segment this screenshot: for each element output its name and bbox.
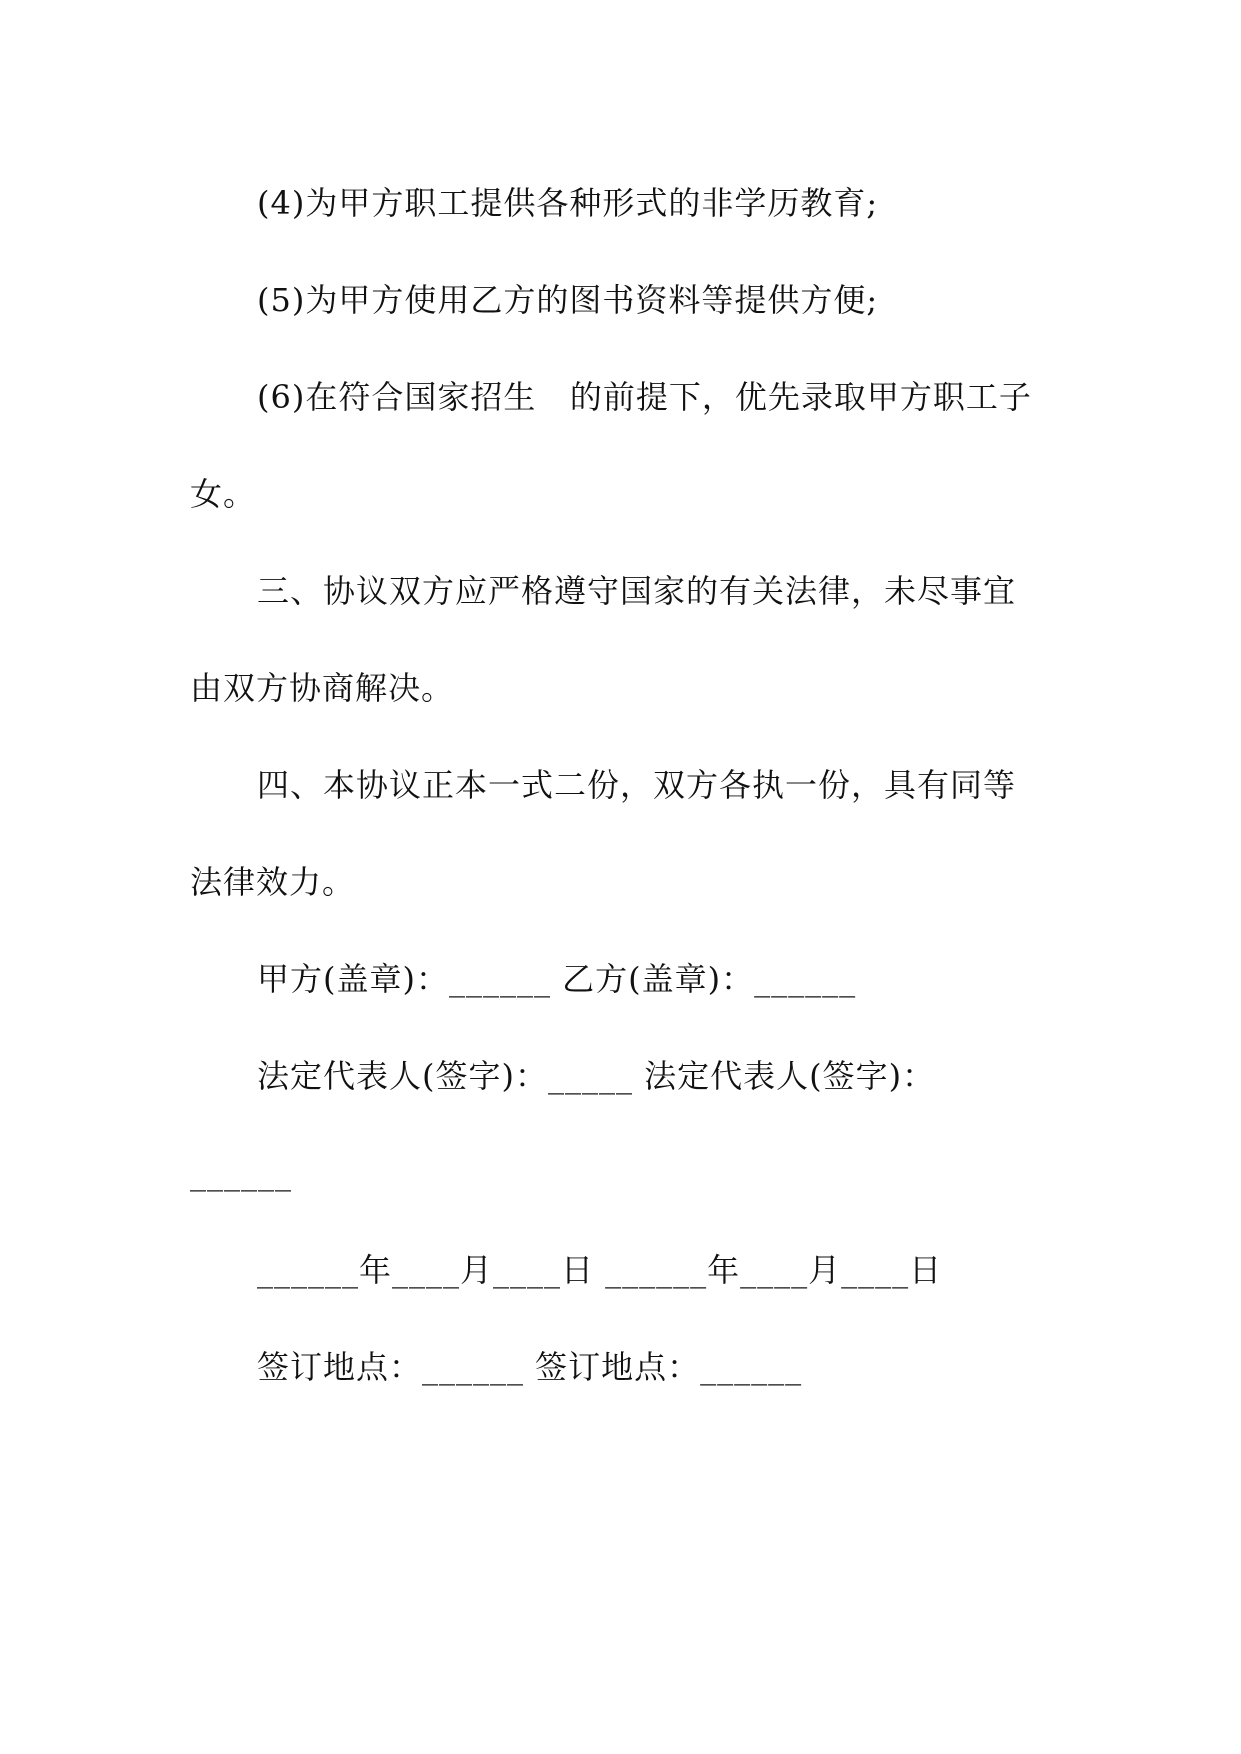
- representative-signature-blank: ______: [190, 1154, 292, 1192]
- section-four: 四、本协议正本一式二份，双方各执一份，具有同等: [257, 766, 1017, 804]
- section-three-continuation: 由双方协商解决。: [190, 669, 455, 707]
- signing-place-line: 签订地点：______ 签订地点：______: [257, 1348, 803, 1386]
- clause-item-6: (6)在符合国家招生 的前提下，优先录取甲方职工子: [257, 378, 1032, 416]
- section-three: 三、协议双方应严格遵守国家的有关法律，未尽事宜: [257, 572, 1017, 610]
- clause-item-6-continuation: 女。: [190, 475, 257, 513]
- party-seal-line: 甲方(盖章)：______ 乙方(盖章)：______: [257, 960, 857, 998]
- representative-signature-line: 法定代表人(签字)：_____ 法定代表人(签字)：: [257, 1057, 936, 1095]
- clause-item-5: (5)为甲方使用乙方的图书资料等提供方便;: [257, 281, 879, 319]
- clause-item-4: (4)为甲方职工提供各种形式的非学历教育;: [257, 184, 879, 222]
- date-line: ______年____月____日 ______年____月____日: [257, 1251, 943, 1289]
- section-four-continuation: 法律效力。: [190, 863, 356, 901]
